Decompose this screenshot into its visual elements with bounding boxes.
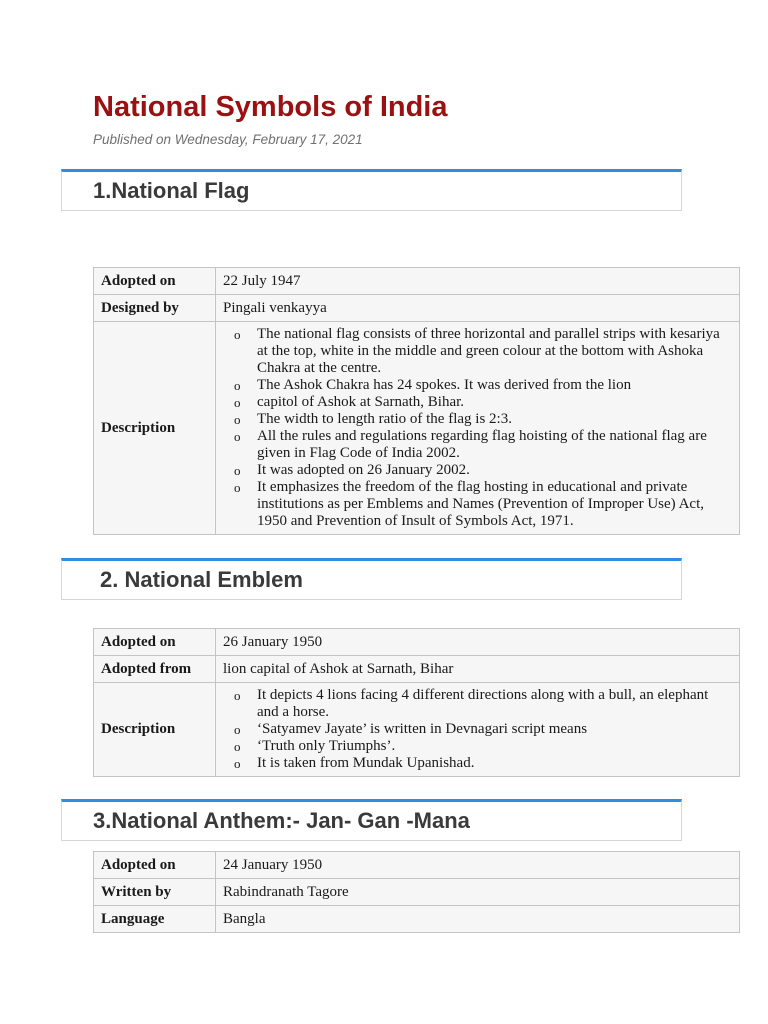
table-row xyxy=(94,629,740,656)
row-value: lion capital of Ashok at Sarnath, Bihar xyxy=(216,656,740,683)
list-item-text: All the rules and regulations regarding flag hoisting of the national flag are given in Flag Code of India 2002. xyxy=(257,428,707,461)
table-row xyxy=(94,295,740,322)
row-key: Adopted on xyxy=(94,268,216,295)
row-value: Bangla xyxy=(216,906,740,933)
list-item xyxy=(234,738,732,755)
list-item xyxy=(234,462,732,479)
table-row xyxy=(94,852,740,879)
row-value: Pingali venkayya xyxy=(216,295,740,322)
bullet-icon: o xyxy=(234,327,241,342)
list-item-text: It depicts 4 lions facing 4 different directions along with a bull, an elephant and a horse. xyxy=(257,687,709,720)
bullet-icon: o xyxy=(234,429,241,444)
table-row xyxy=(94,656,740,683)
section-title: 1.National Flag xyxy=(93,178,250,203)
list-item xyxy=(234,721,732,738)
list-item-text: The width to length ratio of the flag is 2:3. xyxy=(257,411,512,427)
section-title: 3.National Anthem:- Jan- Gan -Mana xyxy=(93,808,470,833)
bullet-icon: o xyxy=(234,395,241,410)
row-value: 26 January 1950 xyxy=(216,629,740,656)
row-value: 22 July 1947 xyxy=(216,268,740,295)
description-list xyxy=(223,326,732,530)
list-item xyxy=(234,755,732,772)
list-item xyxy=(234,479,732,530)
row-value xyxy=(216,322,740,535)
list-item-text: ‘Truth only Triumphs’. xyxy=(257,738,396,754)
national-anthem-table xyxy=(93,851,740,933)
row-key: Written by xyxy=(94,879,216,906)
table-row xyxy=(94,268,740,295)
bullet-icon: o xyxy=(234,739,241,754)
list-item xyxy=(234,428,732,462)
list-item xyxy=(234,377,732,394)
list-item-text: It was adopted on 26 January 2002. xyxy=(257,462,470,478)
row-key: Adopted from xyxy=(94,656,216,683)
list-item-text: The national flag consists of three horizontal and parallel strips with kesariya at the top, white in the middle and green colour at the bottom with Ashoka Chakra at the centre. xyxy=(257,326,720,376)
list-item xyxy=(234,411,732,428)
row-key: Adopted on xyxy=(94,629,216,656)
page-title: National Symbols of India xyxy=(93,91,448,123)
bullet-icon: o xyxy=(234,412,241,427)
row-key: Language xyxy=(94,906,216,933)
table-row xyxy=(94,322,740,535)
bullet-icon: o xyxy=(234,463,241,478)
section-heading-national-anthem xyxy=(61,799,682,841)
section-heading-national-emblem xyxy=(61,558,682,600)
list-item-text: capitol of Ashok at Sarnath, Bihar. xyxy=(257,394,465,410)
list-item xyxy=(234,394,732,411)
row-value: Rabindranath Tagore xyxy=(216,879,740,906)
description-list xyxy=(223,687,732,772)
list-item-text: ‘Satyamev Jayate’ is written in Devnagari script means xyxy=(257,721,588,737)
list-item xyxy=(234,687,732,721)
list-item-text: It emphasizes the freedom of the flag hosting in educational and private institutions as per Emblems and Names (Prevention of Improper Use) Act, 1950 and Prevention of Insult of Symbols Act, 1971. xyxy=(257,479,704,529)
list-item xyxy=(234,326,732,377)
bullet-icon: o xyxy=(234,722,241,737)
table-row xyxy=(94,906,740,933)
row-value xyxy=(216,683,740,777)
list-item-text: It is taken from Mundak Upanishad. xyxy=(257,755,475,771)
row-key: Description xyxy=(94,322,216,535)
section-title: 2. National Emblem xyxy=(100,567,303,592)
row-key: Adopted on xyxy=(94,852,216,879)
row-value: 24 January 1950 xyxy=(216,852,740,879)
section-heading-national-flag xyxy=(61,169,682,211)
bullet-icon: o xyxy=(234,756,241,771)
bullet-icon: o xyxy=(234,480,241,495)
national-flag-table xyxy=(93,267,740,535)
national-emblem-table xyxy=(93,628,740,777)
list-item-text: The Ashok Chakra has 24 spokes. It was derived from the lion xyxy=(257,377,632,393)
table-row xyxy=(94,683,740,777)
row-key: Description xyxy=(94,683,216,777)
bullet-icon: o xyxy=(234,688,241,703)
published-date: Published on Wednesday, February 17, 2021 xyxy=(93,132,363,147)
bullet-icon: o xyxy=(234,378,241,393)
table-row xyxy=(94,879,740,906)
row-key: Designed by xyxy=(94,295,216,322)
